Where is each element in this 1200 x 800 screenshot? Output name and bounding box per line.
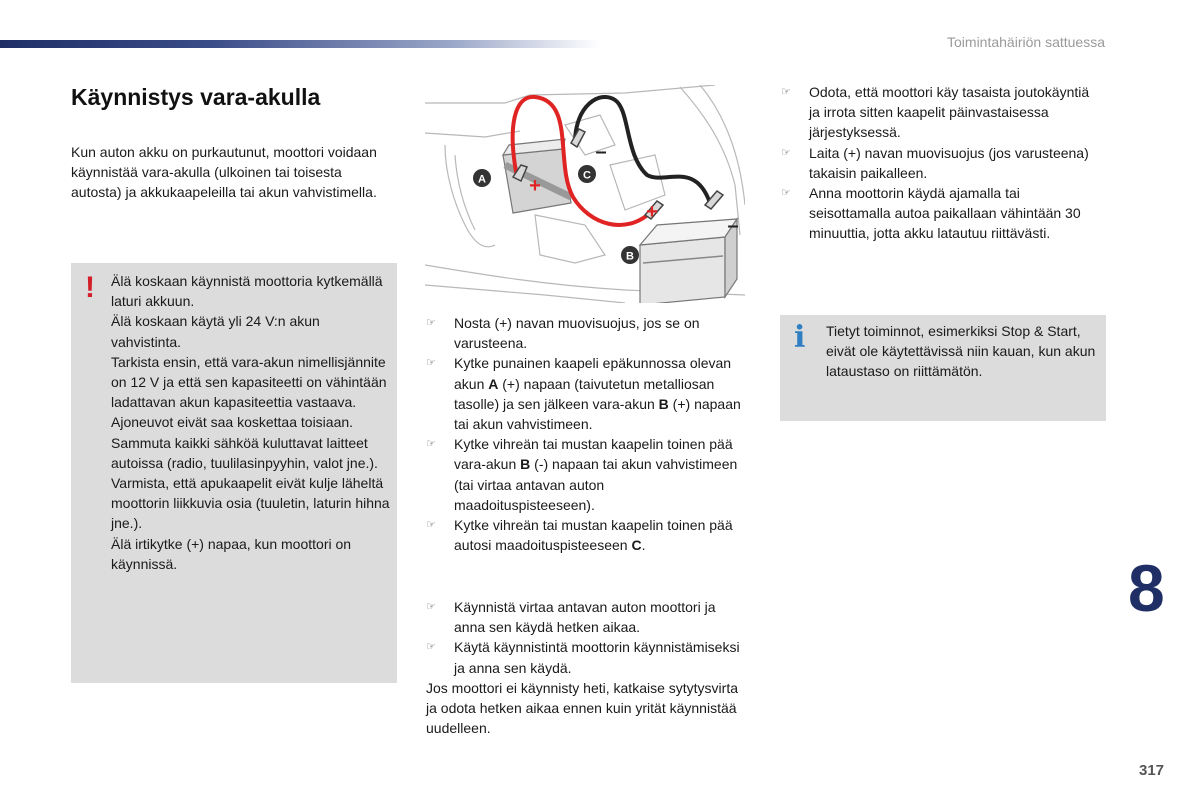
step-item: ☞ Kytke vihreän tai mustan kaapelin toinen pää autosi maadoituspisteeseen C. (426, 517, 733, 554)
step-item: ☞ Kytke vihreän tai mustan kaapelin toinen pää vara-akun B (-) napaan tai akun vahvistimeen (tai virtaa antavan auton maadoituspisteeseen). (426, 436, 738, 513)
warning-line: Ajoneuvot eivät saa koskettaa toisiaan. (111, 414, 354, 431)
pointing-hand-icon: ☞ (426, 357, 436, 370)
warning-text (111, 271, 391, 574)
warning-line: Varmista, että apukaapelit eivät kulje läheltä moottorin liikkuvia osia (tuuletin, laturin hihna jne.). (111, 475, 390, 532)
warning-line: Sammuta kaikki sähköä kuluttavat laitteet autoissa (radio, tuulilasinpyyhin, valot jne.). (111, 434, 378, 471)
section-title: Toimintahäiriön sattuessa (947, 34, 1105, 50)
chapter-number: 8 (1128, 551, 1165, 625)
info-box (780, 315, 1106, 421)
step-item: ☞ Käytä käynnistintä moottorin käynnistämiseksi ja anna sen käydä. (426, 639, 740, 676)
step-item: ☞ Kytke punainen kaapeli epäkunnossa olevan akun A (+) napaan (taivutetun metalliosan tasolle) ja sen jälkeen vara-akun B (+) napaan tai akun vahvistimeen. (426, 355, 741, 433)
warning-icon: ! (85, 271, 95, 304)
step-item: ☞ Käynnistä virtaa antavan auton moottori ja anna sen käydä hetken aikaa. (426, 599, 716, 636)
pointing-hand-icon: ☞ (426, 438, 436, 451)
pointing-hand-icon: ☞ (426, 601, 436, 613)
pointing-hand-icon: ☞ (426, 317, 436, 329)
page-title: Käynnistys vara-akulla (71, 84, 321, 110)
step-item: ☞ Nosta (+) navan muovisuojus, jos se on varusteena. (426, 315, 700, 352)
info-text: Tietyt toiminnot, esimerkiksi Stop & Start, eivät ole käytettävissä niin kauan, kun akun lataustaso on riittämätön. (826, 323, 1096, 380)
plus-sign-a: + (529, 175, 541, 197)
steps-start (426, 597, 748, 738)
pointing-hand-icon: ☞ (426, 641, 436, 654)
info-icon: i (794, 320, 806, 355)
pointing-hand-icon: ☞ (781, 187, 791, 200)
step-item: ☞ Laita (+) navan muovisuojus (jos varusteena) takaisin paikalleen. (781, 144, 1089, 181)
jump-start-illustration (425, 85, 745, 303)
label-c: C (583, 169, 591, 182)
restart-note: Jos moottori ei käynnisty heti, katkaise sytytysvirta ja odota hetken aikaa ennen kuin yrität käynnistää uudelleen. (426, 679, 738, 737)
warning-box (71, 263, 397, 683)
plus-sign-b: + (646, 201, 658, 223)
page-number: 317 (1139, 762, 1165, 779)
warning-line: Älä irtikytke (+) napaa, kun moottori on käynnissä. (111, 535, 352, 572)
pointing-hand-icon: ☞ (781, 86, 791, 98)
intro-paragraph: Kun auton akku on purkautunut, moottori voidaan käynnistää vara-akulla (ulkoinen tai toisesta autosta) ja akkukaapeleilla tai akun vahvistimella. (71, 144, 377, 200)
pointing-hand-icon: ☞ (781, 146, 791, 159)
label-b: B (626, 250, 634, 263)
step-item: ☞ Anna moottorin käydä ajamalla tai seisottamalla autoa paikallaan vähintään 30 minuuttia, jotta akku latautuu riittävästi. (781, 185, 1081, 242)
battery-b (640, 219, 737, 303)
warning-line: Tarkista ensin, että vara-akun nimellisjännite on 12 V ja että sen kapasiteetti on vähintään ladattavan akun kapasiteettia vastaava. (111, 353, 387, 411)
step-item: ☞ Odota, että moottori käy tasaista joutokäyntiä ja irrota sitten kaapelit päinvastaisessa järjestyksessä. (781, 84, 1090, 141)
steps-connect (426, 313, 748, 555)
warning-line: Älä koskaan käynnistä moottoria kytkemällä laturi akkuun. (111, 273, 383, 310)
minus-sign-b: – (727, 215, 739, 237)
label-a: A (478, 173, 486, 186)
pointing-hand-icon: ☞ (426, 519, 436, 532)
header-bar (0, 40, 600, 48)
warning-line: Älä koskaan käytä yli 24 V:n akun vahvistinta. (111, 313, 320, 350)
minus-sign-c: – (595, 141, 607, 163)
steps-finish (781, 82, 1103, 244)
